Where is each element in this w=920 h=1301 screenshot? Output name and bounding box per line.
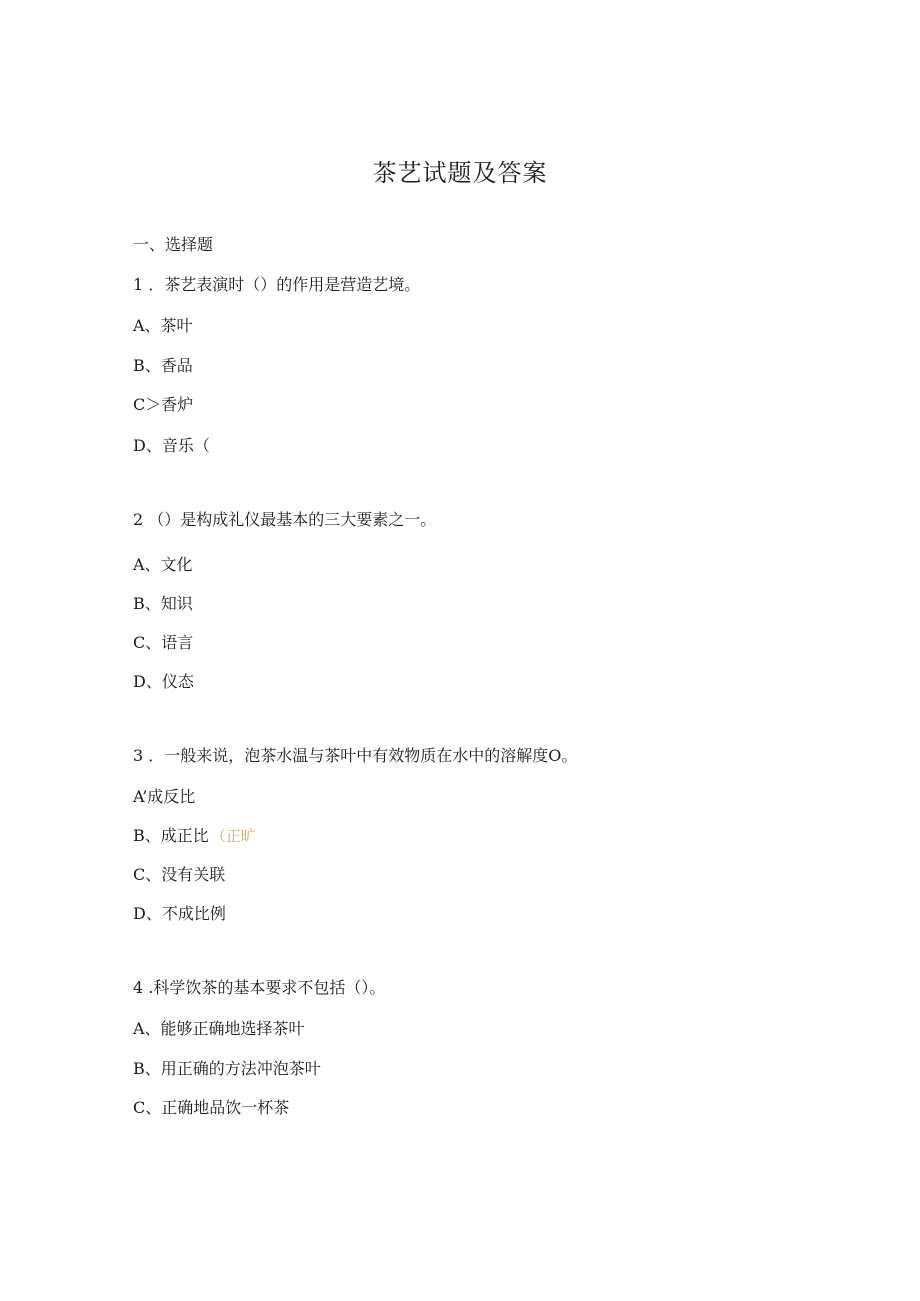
question-2-option-a: A、文化 [133,555,193,574]
page-title: 茶艺试题及答案 [372,159,548,187]
question-3-option-b-row [133,825,256,847]
question-4-option-a: A、能够正确地选择茶叶 [133,1019,305,1038]
question-2-option-d: D、仪态 [133,672,194,691]
question-4-stem: 4 .科学饮茶的基本要求不包括（）。 [133,978,386,997]
question-1-option-a: A、茶叶 [133,316,193,335]
question-1-option-c: C＞香炉 [133,395,194,414]
question-2-option-b: B、知识 [133,594,193,613]
question-2-option-c: C、语言 [133,633,194,652]
question-4-option-c: C、正确地品饮一杯茶 [133,1098,290,1117]
question-3-option-d: D、不成比例 [133,904,226,923]
section-heading: 一、选择题 [133,235,214,254]
question-1-option-d: D、音乐（ [133,436,210,455]
handwritten-annotation: （正旷 [210,827,256,845]
question-3-option-a: A’成反比 [133,787,196,806]
question-3-stem: 3 ．一般来说，泡茶水温与茶叶中有效物质在水中的溶解度O。 [133,746,578,765]
question-3-option-c: C、没有关联 [133,865,226,884]
question-3-option-b: B、成正比 [133,826,209,845]
question-4-option-b: B、用正确的方法冲泡茶叶 [133,1059,321,1078]
question-2-stem: 2 （）是构成礼仪最基本的三大要素之一。 [133,510,437,529]
question-1-option-b: B、香品 [133,356,193,375]
question-1-stem: 1 ．茶艺表演时（）的作用是营造艺境。 [133,275,421,294]
